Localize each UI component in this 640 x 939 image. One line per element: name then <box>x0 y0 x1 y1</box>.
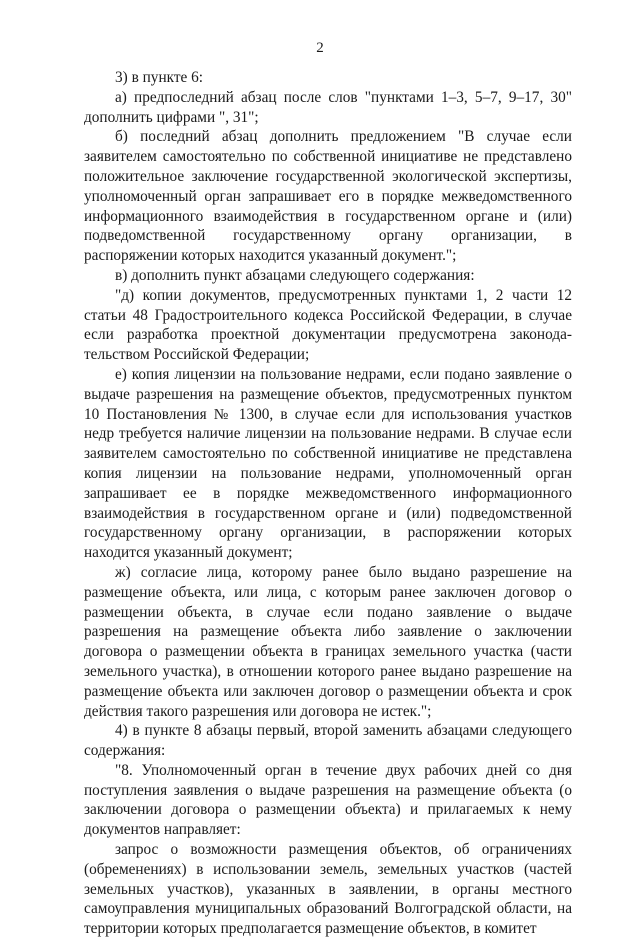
paragraph-request: запрос о возможности размещения объектов, об ограничениях (обременениях) в использовании земель, земельных участков (частей земельных участков), указанных в заявлении, в органы местного самоуправления муниципальных образований Волгоградской области, на территории которых предполагается размещение объектов, в комитет <box>84 841 572 938</box>
page-number: 2 <box>316 40 324 56</box>
paragraph-subitem-zh: ж) согласие лица, которому ранее было выдано разрешение на размещение объекта, или лица, с которым ранее заключен договор о размещении объекта, в случае если подано заявление о выдаче разрешения на размещение объекта либо заявление о заключении договора о размещении объекта в границах земельного участка (части земельного участка), в отношении которого ранее выдано разрешение на размещение объекта или заключен договор о размещении объекта и срок действия такого разрешения или договора не истек."; <box>84 563 572 720</box>
paragraph-subitem-d: "д) копии документов, предусмотренных пунктами 1, 2 части 12 статьи 48 Градостроительного кодекса Российской Федерации, в случае если разработка проектной документации предусмотрена законода-тельством Российской Федерации; <box>84 286 572 364</box>
paragraph-subitem-b: б) последний абзац дополнить предложением "В случае если заявителем самостоятельно по собственной инициативе не представлено положительное заключение государственной экологической экспертизы, уполномоченный орган запрашивает его в порядке межведомственного информационного взаимодействия в государственном органе и (или) подведомственной государственному органу организации, в распоряжении которых находится указанный документ."; <box>84 128 572 265</box>
paragraph-subitem-v: в) дополнить пункт абзацами следующего содержания: <box>115 266 475 284</box>
paragraph-subitem-a: а) предпоследний абзац после слов "пунктами 1–3, 5–7, 9–17, 30" дополнить цифрами ", 31"; <box>84 88 572 126</box>
document-body <box>84 68 572 939</box>
paragraph-item-8: "8. Уполномоченный орган в течение двух рабочих дней со дня поступления заявления о выдаче разрешения на размещение объекта (о заключении договора о размещении объекта) и прилагаемых к нему документов направляет: <box>84 761 572 839</box>
paragraph-item-3: 3) в пункте 6: <box>115 69 204 86</box>
paragraph-subitem-e: е) копия лицензии на пользование недрами, если подано заявление о выдаче разрешения на размещение объектов, предусмотренных пунктом 10 Постановления № 1300, в случае если для использования участков недр требуется наличие лицензии на пользование недрами. В случае если заявителем самостоятельно по собственной инициативе не представлена копия лицензии на пользование недрами, уполномоченный орган запрашивает ее в порядке межведомственного информационного взаимодействия в государственном органе и (или) подведомственной государственному органу организации, в распоряжении которых находится указанный документ; <box>84 365 572 562</box>
paragraph-item-4: 4) в пункте 8 абзацы первый, второй заменить абзацами следующего содержания: <box>84 722 572 760</box>
